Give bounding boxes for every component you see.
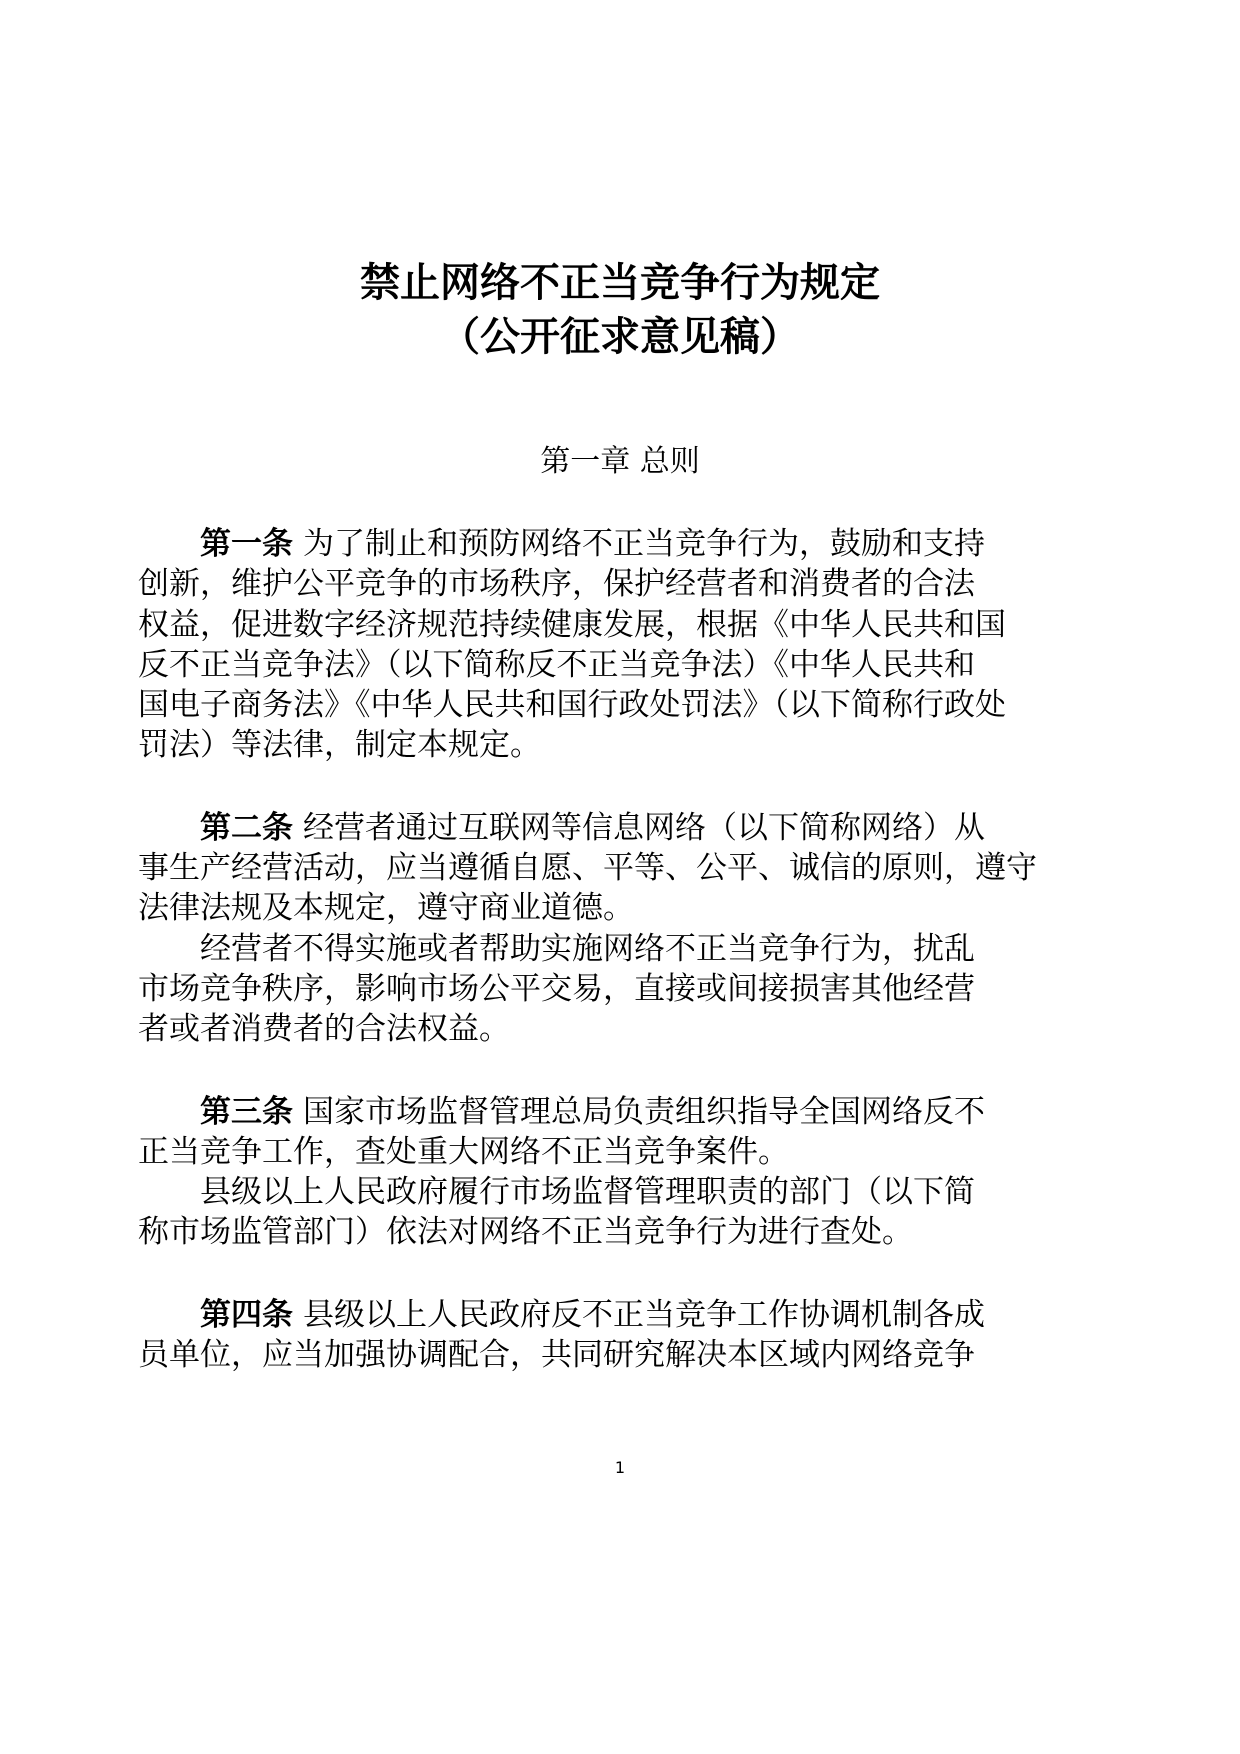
- paragraph: [138, 929, 975, 1050]
- article-heading: 第四条: [200, 1296, 293, 1333]
- paragraph: [138, 1172, 975, 1253]
- text-line: [138, 685, 1006, 725]
- text-line: [138, 1295, 985, 1335]
- article: [138, 524, 1006, 766]
- text-line: [138, 1335, 975, 1375]
- article-heading: 第三条: [200, 1093, 293, 1130]
- article: [138, 1295, 985, 1376]
- text-line: [138, 848, 1037, 888]
- line-text: 反不正当竞争法》（以下简称反不正当竞争法）《中华人民共和: [138, 646, 975, 683]
- paragraph: [138, 1295, 985, 1376]
- line-text: 法律法规及本规定，遵守商业道德。: [138, 890, 634, 927]
- chapter-heading: 第一章 总则: [540, 444, 700, 479]
- document-title: 禁止网络不正当竞争行为规定: [360, 260, 880, 306]
- line-text: 权益，促进数字经济规范持续健康发展，根据《中华人民共和国: [138, 606, 1006, 643]
- line-text: 者或者消费者的合法权益。: [138, 1011, 510, 1048]
- text-line: [138, 808, 985, 848]
- paragraph: [138, 808, 1037, 929]
- line-text: 正当竞争工作，查处重大网络不正当竞争案件。: [138, 1133, 789, 1170]
- line-text: 创新，维护公平竞争的市场秩序，保护经营者和消费者的合法: [138, 566, 975, 603]
- line-text: 国家市场监督管理总局负责组织指导全国网络反不: [303, 1093, 985, 1130]
- article: [138, 1092, 985, 1253]
- document-subtitle: （公开征求意见稿）: [440, 314, 800, 360]
- text-line: [138, 645, 975, 685]
- line-text: 经营者不得实施或者帮助实施网络不正当竞争行为，扰乱: [200, 930, 975, 967]
- text-line: [138, 564, 975, 604]
- text-line: [138, 1092, 985, 1132]
- line-text: 员单位，应当加强协调配合，共同研究解决本区域内网络竞争: [138, 1337, 975, 1374]
- article-heading: 第一条: [200, 526, 293, 562]
- text-line: [138, 1172, 975, 1212]
- text-line: [138, 929, 975, 969]
- text-line: [138, 1132, 972, 1172]
- line-text: 称市场监管部门）依法对网络不正当竞争行为进行查处。: [138, 1214, 913, 1251]
- line-text: 事生产经营活动，应当遵循自愿、平等、公平、诚信的原则，遵守: [138, 850, 1037, 887]
- line-text: 市场竞争秩序，影响市场公平交易，直接或间接损害其他经营: [138, 970, 975, 1007]
- text-line: [138, 725, 972, 765]
- text-line: [138, 524, 985, 564]
- document-body: [138, 524, 1037, 1417]
- text-line: [138, 969, 975, 1009]
- paragraph: [138, 524, 1006, 766]
- text-line: [138, 605, 1006, 645]
- article-heading: 第二条: [200, 809, 293, 846]
- paragraph: [138, 1092, 985, 1173]
- text-line: [138, 888, 972, 928]
- line-text: 县级以上人民政府反不正当竞争工作协调机制各成: [303, 1296, 985, 1333]
- line-text: 罚法）等法律，制定本规定。: [138, 727, 541, 764]
- line-text: 为了制止和预防网络不正当竞争行为，鼓励和支持: [303, 526, 985, 562]
- line-text: 国电子商务法》《中华人民共和国行政处罚法》（以下简称行政处: [138, 687, 1006, 724]
- article: [138, 808, 1037, 1050]
- line-text: 经营者通过互联网等信息网络（以下简称网络）从: [303, 809, 985, 846]
- text-line: [138, 1009, 972, 1049]
- text-line: [138, 1212, 972, 1252]
- line-text: 县级以上人民政府履行市场监督管理职责的部门（以下简: [200, 1174, 975, 1211]
- page-number: 1: [614, 1458, 626, 1477]
